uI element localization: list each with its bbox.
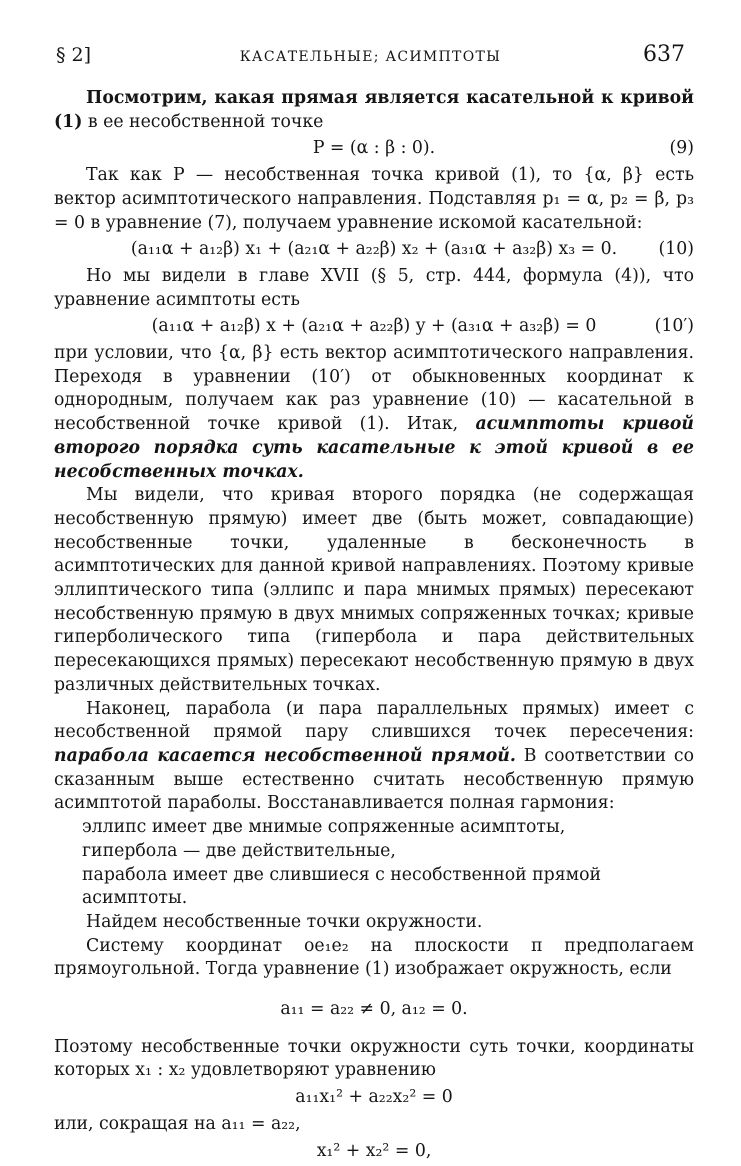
paragraph-8: Систему координат oe₁e₂ на плоскости π предполагаем прямоугольной. Тогда уравнение (1) изображает окружность, если <box>54 935 694 980</box>
paragraph-3: Но мы видели в главе XVII (§ 5, стр. 444, формула (4)), что уравнение асимптоты есть <box>54 265 694 310</box>
paragraph-6-text: Наконец, парабола (и пара параллельных прямых) имеет с несобственной прямой пару слившихся точек пересечения: <box>54 698 694 743</box>
equation-10-prime-number: (10′) <box>654 316 694 337</box>
page-body <box>54 87 694 1166</box>
equation-circle-condition <box>54 998 694 1022</box>
running-head-section: § 2] <box>56 44 92 66</box>
equation-10-number: (10) <box>658 239 694 260</box>
paragraph-1-bold: Посмотрим, какая прямая является касательной к кривой (1) <box>54 88 694 132</box>
equation-10-prime <box>54 315 694 339</box>
equation-9 <box>54 137 694 161</box>
equation-10-formula: (a₁₁α + a₁₂β) x₁ + (a₂₁α + a₂₂β) x₂ + (a₃₁α + a₃₂β) x₃ = 0. <box>130 239 618 260</box>
running-head-title: КАСАТЕЛЬНЫЕ; АСИМПТОТЫ <box>239 49 502 65</box>
equation-9-formula: P = (α : β : 0). <box>312 138 436 159</box>
equation-circle-condition-formula: a₁₁ = a₂₂ ≠ 0, a₁₂ = 0. <box>280 999 468 1020</box>
paragraph-5: Мы видели, что кривая второго порядка (не содержащая несобственную прямую) имеет две (быть может, совпадающие) несобственные точки, удаленные в бесконечность в асимптотических для данной кривой направлениях. Поэтому кривые эллиптического типа (эллипс и пара мнимых прямых) пересекают несобственную прямую в двух мнимых сопряженных точках; кривые гиперболического типа (гипербола и пара действительных пересекающихся прямых) пересекают несобственную прямую в двух различных действительных точках. <box>54 485 694 695</box>
paragraph-6-rest: В соответствии со сказанным выше естественно считать несобственную прямую асимптотой параболы. Восстанавливается полная гармония: <box>54 745 694 814</box>
equation-circle-points <box>54 1086 694 1110</box>
paragraph-9: Поэтому несобственные точки окружности суть точки, координаты которых x₁ : x₂ удовлетворяют уравнению <box>54 1036 694 1081</box>
equation-10-prime-formula: (a₁₁α + a₁₂β) x + (a₂₁α + a₂₂β) y + (a₃₁α + a₃₂β) = 0 <box>151 316 597 337</box>
equation-9-number: (9) <box>669 138 694 159</box>
list-item-hyperbola: гипербола — две действительные, <box>82 840 396 861</box>
paragraph-6-italic: парабола касается несобственной прямой. <box>54 745 516 766</box>
paragraph-1-rest: в ее несобственной точке <box>82 111 324 132</box>
equation-circle-reduced-formula: x₁² + x₂² = 0, <box>316 1140 432 1161</box>
page-number: 637 <box>643 42 685 67</box>
paragraph-2: Так как P — несобственная точка кривой (1), то {α, β} есть вектор асимптотического направления. Подставляя p₁ = α, p₂ = β, p₃ = 0 в уравнение (7), получаем уравнение искомой касательной: <box>54 165 694 233</box>
paragraph-7: Найдем несобственные точки окружности. <box>86 911 483 932</box>
paragraph-4-italic: асимптоты кривой второго порядка суть касательные к этой кривой в ее несобственных точках. <box>54 414 694 482</box>
equation-circle-points-formula: a₁₁x₁² + a₂₂x₂² = 0 <box>295 1087 453 1108</box>
paragraph-10: или, сокращая на a₁₁ = a₂₂, <box>54 1113 301 1134</box>
list-item-parabola: парабола имеет две слившиеся с несобственной прямой асимптоты. <box>82 864 602 909</box>
paragraph-4 <box>54 342 694 484</box>
list-item-ellipse: эллипс имеет две мнимые сопряженные асимптоты, <box>82 817 566 838</box>
equation-circle-reduced <box>54 1140 694 1164</box>
paragraph-4-text: при условии, что {α, β} есть вектор асимптотического направления. Переходя в уравнении (10′) от обыкновенных координат к однородным, получаем как раз уравнение (10) — касательной в несобственной точке кривой (1). Итак, <box>54 343 694 435</box>
equation-10 <box>54 238 694 262</box>
paragraph-1 <box>54 87 694 134</box>
paragraph-6 <box>54 698 694 817</box>
